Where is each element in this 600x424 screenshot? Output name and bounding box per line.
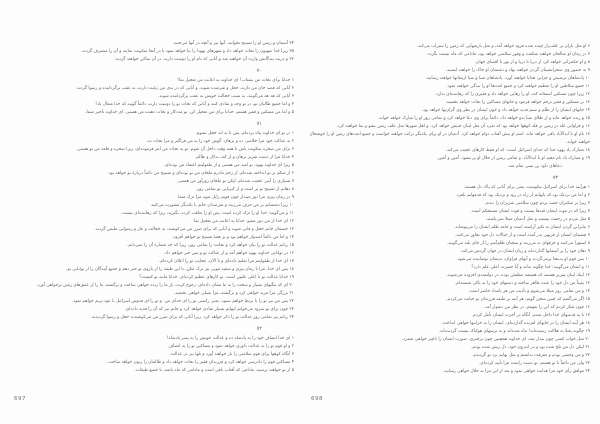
verse-line: ۱۶ چون تفکر کردم که این را بفهمم، در نظر من دشوار آمد. [483,305,590,310]
verse-line: ۴ زیرا که در موت ایشان قیدها نیست و قوت ایشان مستحکم است. [470,209,590,214]
chapter-number: ۷۳ [552,175,558,181]
verse-line: ۵ مثل مردم در زحمت نیستند و مثل آدمیان مبتلا نمی‌باشند. [485,217,590,222]
verse-line: ۸ استهزا می‌کنند و حرفهای بد می‌زنند و سخنان ظلم‌آمیز را از جای بلند می‌گویند. [446,241,590,246]
verse-line: ۲۴ موافق رأی خود مرا هدایت خواهی نمود و بعد از این مرا به جلال خواهی رسانید. [442,369,590,374]
verse-line: ۶ بنابراین گردن ایشان به تکبر آراسته است و جامه ظلم ایشان را می‌پوشاند. [453,225,590,230]
verse-line: ۱۷ تا به قدسهای خدا داخل شدم. آنگاه در آخرت ایشان تأمل کردم. [471,313,590,318]
verse-line: ۲۱ لیکن دل من تلخ شده بود و در اندرون خود، دل ریش شده بودم. [471,345,590,350]
verse-line: ۱۷ ای خدا از طفولیتم مرا تعلیم داده‌ای و تا الآن، عجایب تو را اعلان کرده‌ام. [159,259,294,264]
verse-line: ۱۹ چگونه بغتةً به هلاکت رسیده‌اند! تباه شده‌اند و به ترسهای هولناک نیست گردیده‌اند. [438,329,590,334]
verse-line: ۹ به حضور وی صحرانشینان گردن خواهند نهاد و دشمنان او خاک را خواهند لیسید. [445,68,590,73]
verse-line: ۱۲ اینک اینان شریر هستند که همیشه مطمئن بوده، در دولتمندی افزوده می‌شوند. [446,273,590,278]
verse-line: ۱۳ بر مسکین و فقیر ترحم خواهد فرمود و جانهای مساکین را نجات خواهد بخشید. [445,100,590,105]
verse-line: ۵ از تو خواهند ترسید، مادامی که آفتاب باقی است و مادامی که ماه باشد، تا جمیع طبقات. [134,368,294,373]
verse-line: ۲ به عدالت خود مرا خلاصی ده و برهان. گوش خود را به من فراگیر و مرا نجات ده. [146,139,294,144]
verse-line: ۱۵ اگر می‌گفتم که چنین سخن گویم، هر آینه بر طبقه فرزندان تو خیانت می‌کردم. [446,297,590,302]
verse-line: ۲۲ پس من نیز تو را با بربط خواهم ستود، یعنی راستی تو را ای خدای من. و تو را ای قدوس اسرائیل با عود ترنم خواهم نمود. [71,299,294,304]
verse-line: ۱۰ پس قوم او بدینجا برمی‌گردند و آبهای فراوان، بدیشان نوشانیده می‌شود. [456,257,590,262]
verse-line: ۱۲ زیرا چون مسکین استغاثه کند، او را رهایی خواهد داد و فقیری را که رهاننده‌ای ندارد. [434,92,590,97]
verse-line: ۱۷ نام او تا ابدالآباد باقی خواهد ماند. اسم او پیش آفتاب دوام خواهد کرد. آدمیان در او برای یکدیگر برکت خواهند خواست و جمیع امت‌های زمین او را خوشحال خواهند خواند. [309,132,590,145]
verse-line: ۲۰ مثل خواب کسی چون بیدار شد، ای خداوند همچنین چون برخیزی، صورت ایشان را ناچیز خواهی شمرد. [401,337,590,342]
verse-line: ۱۱ و می‌گویند: خدا او را ترک کرده است. پس او را تعاقب کرده، بگیرید، زیرا که رهاننده‌ای نیست. [120,211,294,216]
verse-line: ۴ خدایا مرا از دست شریر برهان و از کف بدکار و ظالم. [194,155,294,160]
verse-line: ۲ و او قوم تو را به عدالت داوری خواهد نمود و مساکین تو را به انصاف. [167,344,294,349]
verse-line: ۱ خدایا برای نجات من بشتاب! ای خداوند به اعانت من تعجیل نما! [177,78,294,83]
verse-line: ۴ و اما جمیع طالبان تو، در تو وجد و شادی کنند و آنانی که نجات تو را دوست دارند، دائماً گویند که خدا متعال باد! [95,102,294,107]
verse-line: ۲۲ و من وحشی بودم و معرفت نداشتم و مثل بهایم نزد تو گردیدم. [472,353,590,358]
verse-line: ۲۳ ولی من دائماً با تو هستم. تو دست راست مرا تأیید کرده‌ای. [478,361,590,366]
verse-line: ۱ ای خدا انصاف خود را به پادشاه ده و عدالت خویش را به پسر پادشاه! [166,336,294,341]
verse-line: ۱۵ و زنده خواهد ماند و از طلای شبا بدو خواهد داد. دائماً برای وی دعا خواهد کرد و تمامی روز او را مبارک خواهد خواند. [377,116,590,121]
right-page [300,0,600,424]
verse-line: ۱۲ ای خدا از من دور مشو. خدایا به اعانت من تعجیل نما. [192,219,294,224]
verse-line: ۱۱ و ایشان می‌گویند: خدا چگونه بداند و آیا حضرت اعلی علم دارد؟ [471,265,590,270]
verse-line: دعاهای داود بن یسی تمام شد. [507,164,562,169]
verse-line: ۱۶ و فراوانی غله در زمین بر قله کوهها خواهد بود که ثمره آن مثل لبنان جنبش خواهد کرد. و اهل شهرها مثل علف زمین نشو و نما خواهند کرد. [336,124,590,129]
verse-line: ۳ زیرا بر متکبران حسد بردم چون سلامتی شریران را دیدم. [484,201,590,206]
verse-line: ۲۰ ای که تنگیهای بسیار و سخت را به ما نشان داده‌ای، رجوع کرده، باز ما را زنده خواهی ساخت و برگشته، ما را از عمق‌های زمین برخواهی آورد. [36,283,294,288]
verse-line: ۱۸ متبارک باد یهوه خدا که خدای اسرائیل است. که او فقط کارهای عجیب می‌کند. [445,148,590,153]
verse-line: ۱۴ جانهای ایشان را از ظلم و ستم فدیه خواهد داد و خون ایشان در نظر وی گران‌بها خواهد بود. [421,108,590,113]
verse-line: ۱۵ زبانم عدالت تو را بیان خواهد کرد و نجاتت را تمامی روز، زیرا که حد شمارهٔ آن را نمی‌دانم. [126,243,294,248]
verse-line: ۱۸ پس ای خدا، مرا تا زمان پیری و سفید مویی نیز ترک مکن، تا این طبقه را از بازوی تو خبر دهم و جمیع آیندگان را از توانایی تو. [66,267,294,272]
page-number-right: 698 [311,396,323,402]
verse-line: ۶ او مثل باران بر علف‌زار چیده شده فرود خواهد آمد، و مثل بارشهایی که زمین را سیراب می‌کند. [416,44,590,49]
right-page-text [305,43,590,376]
verse-line: ۶ از شکم بر تو انداخته شده‌ام. از رحم مادرم ملجای من تو بوده‌ای و تسبیح من دائماً دربارهٔ تو خواهد بود. [107,171,294,176]
verse-line: ۱۴ و اما من دائماً امیدوار خواهم بود و بر همهٔ تسبیح تو خواهم افزود. [172,235,294,240]
verse-line: ۲ آنانی که قصد جان من دارند، خجل و شرمنده شوند. و آنانی که در بدی من رغبت دارند، به عقب برگردانیده و رسوا گردند. [75,86,294,91]
verse-line: ۷ در زمان او صالحان خواهند شکفت و وفور سلامتی خواهد بود، مادامی که ماه نیست نگردد. [426,52,590,57]
verse-line: ۱۳ خصمان جانم خجل و فانی شوند و آنانی که برای ضرر من می‌کوشند، به خجالت و عار و رسوایی ملبس گردند. [94,227,294,232]
verse-line: ۱۶ در توانایی خداوند یهوه خواهم آمد و از عدالت تو و بس خبر خواهم داد. [163,251,294,256]
verse-line: ۱۰ پادشاهان ترشیش و جزایر، هدایا خواهند آورد. پادشاهان شبا و سبا ارمغانها خواهند رسانید. [425,76,590,81]
verse-line: ۲ و اما من نزدیک بود که پایهایم از راه در رود و نزدیک بود که قدمهایم بلغزد. [455,193,590,198]
verse-line: ۵ زیرا ای خداوند یهوه، تو امید من هستی و از طفولیتم اعتماد من بوده‌ای. [163,163,294,168]
verse-line: ۱۱ جمیع سلاطین او را تعظیم خواهند کرد و جمیع امت‌ها او را بندگی خواهند نمود. [446,84,590,89]
verse-line: ۱ در تو ای خداوند پناه برده‌ام، پس تا به ابد خجل نشوم. [195,131,294,136]
verse-line: ۳۴ آسمان و زمین او را تسبیح بخوانند. آبها نیز و آنچه در آنها می‌جنبد. [172,41,294,46]
verse-line: ۹ دهان خود را بر آسمانها گذارده‌اند و زبان ایشان در جهان گردش می‌کند. [460,249,590,254]
verse-line: ۸ و او حکمرانی خواهد کرد از دریا تا دریا و از نهر تا اقصای جهان. [474,60,590,65]
verse-line: ۱۳ یقیناً من دل خود را عبث طاهر ساخته و دستهای خود را به پاکی شسته‌ام. [454,281,590,286]
page-number-left: 697 [14,396,26,402]
verse-line: ۳ آنانی که هه هه می‌گویند، به سبب خجالت خویش به عقب برگردانیده شوند. [158,94,294,99]
verse-line: ۵ و اما من مسکین و فقیر هستم. خدایا برای من تعجیل کن. تو مددکار و نجات دهنده من هستی. ای خداوند تأخیر منما. [85,110,294,115]
verse-line: ۳ آنگاه کوهها برای قوم سلامتی را بار خواهند آورد و تلها نیز در عدالت. [169,352,294,357]
verse-line: ۹ در زمان پیری مرا دور مینداز چون قوتم زایل شود مرا ترک منما. [176,195,294,200]
verse-line: ۳ برای من صخره سکونت باش تا همه وقت داخل آن شوم. تو به نجات من امر فرموده‌ای، زیرا صخره و قلعه من تو هستی. [75,147,294,152]
verse-line: ۱ هرآینه خدا برای اسرائیل نیکوست، یعنی برای آنانی که پاک دل هستند. [463,185,590,190]
left-page-text [10,40,294,375]
verse-line: ۲۴ زبانم نیز تمامی روز عدالت تو را ذکر خواهد کرد. زیرا آنانی که برای ضرر من می‌کوشیدند خجل و رسوا گردیدند. [90,315,294,320]
verse-line: ۷ چشمان ایشان از فربهی بدر آمده است و از خیالات دل خود تجاوز می‌کنند. [454,233,590,238]
verse-line: ۳۶ و ذریت بندگانش وارث آن خواهند شد و آنانی که نام او را دوست دارند، در آن ساکن خواهند گردید. [114,57,294,62]
verse-line: ۲۳ چون برای تو سرود می‌خوانم لبهایم بسیار شادی خواهد کرد و جانم نیز که آن را فدیه داده‌ای. [124,307,294,312]
verse-line: ۱۸ هر آینه ایشان را در جایهای لغزنده گذارده‌ای. ایشان را به خرابیها خواهی انداخت. [441,321,590,326]
verse-line: ۲۱ بزرگی مرا مزید خواهی کرد و برگشته، مرا تسلی خواهی بخشید. [173,291,294,296]
verse-line: ۱۹ خدایا عدالت تو تا اعلی علیین است. تو کارهای عظیم کرده‌ای. خدایا مانند تو کیست؟ [139,275,294,280]
chapter-number: ۷۲ [256,326,262,332]
verse-line: ۱۴ و من تمامی روز مبتلا می‌شوم و تأدیب من هر بامداد حاضر است. [468,289,590,294]
chapter-number: ۷۱ [256,121,262,127]
verse-line: ۱۰ زیرا دشمنانم بر من حرف می‌زنند و مترصدان جانم با یکدیگر مشورت می‌کنند [150,203,294,208]
verse-line: ۱۹ و متبارک باد نام مجید او تا ابدالآباد. و تمامی زمین از جلال او پر بشود. آمین و آمین. [436,156,590,161]
chapter-number: ۷۰ [256,68,262,74]
verse-line: ۷ بسیاری را آیتی عجیب شده‌ام. لیکن تو ملجای زورآور من هستی. [176,179,294,184]
verse-line: ۸ دهانم از تسبیح تو پر است و از کبریایی تو تمامی روز. [195,187,294,192]
verse-line: ۴ مساکین قوم را دادرسی خواهد کرد و فرزندان فقیر را نجات خواهد داد و ظالمان را زبون خواهد ساخت. [107,360,294,365]
verse-line: ۳۵ زیرا خدا صهیون را نجات خواهد داد و شهرهای یهودا را بنا خواهد نمود تا در آنجا سکونت نمایند و آن را متصرف گردند. [80,49,294,54]
